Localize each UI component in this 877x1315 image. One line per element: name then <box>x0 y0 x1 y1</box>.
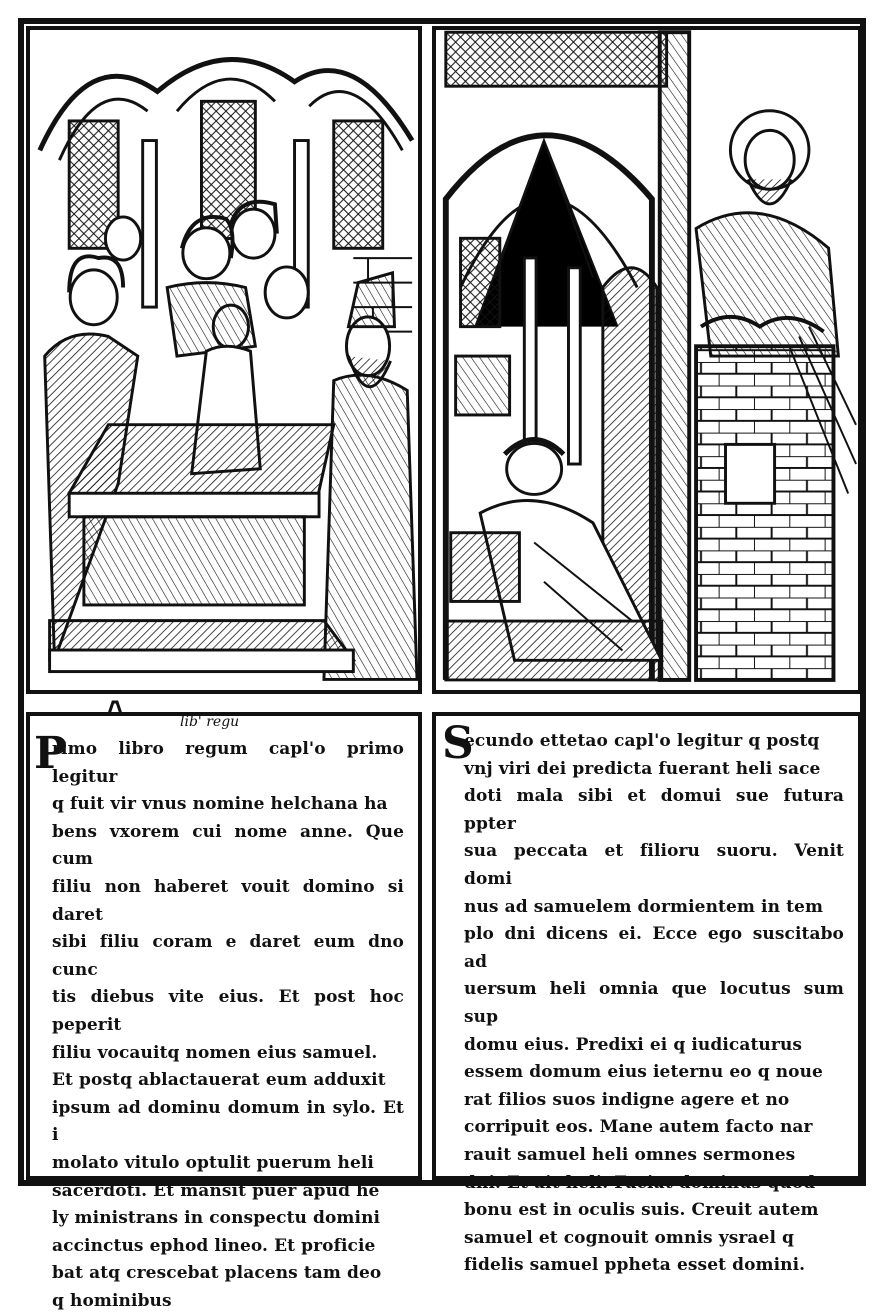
initial-letter-left: P <box>34 728 68 779</box>
woodcut-calling-scene <box>432 26 862 694</box>
initial-letter-right: S <box>442 718 474 769</box>
text-body-left: rimo libro regum capl'o primo legitur q fuit vir vnus nomine helchana ha bens vxorem cui nome anne. Que cum filiu non haberet vouit domino si daret sibi filiu coram e daret eum dno cunc tis diebus vite eius. Et post hoc peperit filiu vocauitq nomen eius samuel. Et postq ablactauerat eum adduxit ipsum ad dominu domum in sylo. Et i molato vitulo optulit puerum heli sacerdoti. Et mansit puer apud he ly ministrans in conspectu domini accinctus ephod lineo. Et proficie bat atq crescebat placens tam deo q hominibus <box>52 739 404 1311</box>
woodcut-presentation-scene <box>26 26 422 694</box>
text-column-left <box>26 712 422 1311</box>
text-column-right <box>432 712 862 1276</box>
text-body-right: ecundo ettetao capl'o legitur q postq vnj viri dei predicta fuerant heli sace doti mala sibi et domui sue futura ppter sua peccata et filioru suoru. Venit domi nus ad samuelem dormientem in tem plo dni dicens ei. Ecce ego suscitabo ad uersum heli omnia que locutus sum sup domu eius. Predixi ei q iudicaturus essem domum eius ieternu eo q noue rat filios suos indigne agere et no corripuit eos. Mane autem facto nar rauit samuel heli omnes sermones dni. Et ait heli. Faciat dominus quod bonu est in oculis suis. Creuit autem samuel et cognouit omnis ysrael q fidelis samuel ppheta esset domini. <box>464 731 844 1276</box>
running-heading: lib' regu <box>180 714 240 730</box>
